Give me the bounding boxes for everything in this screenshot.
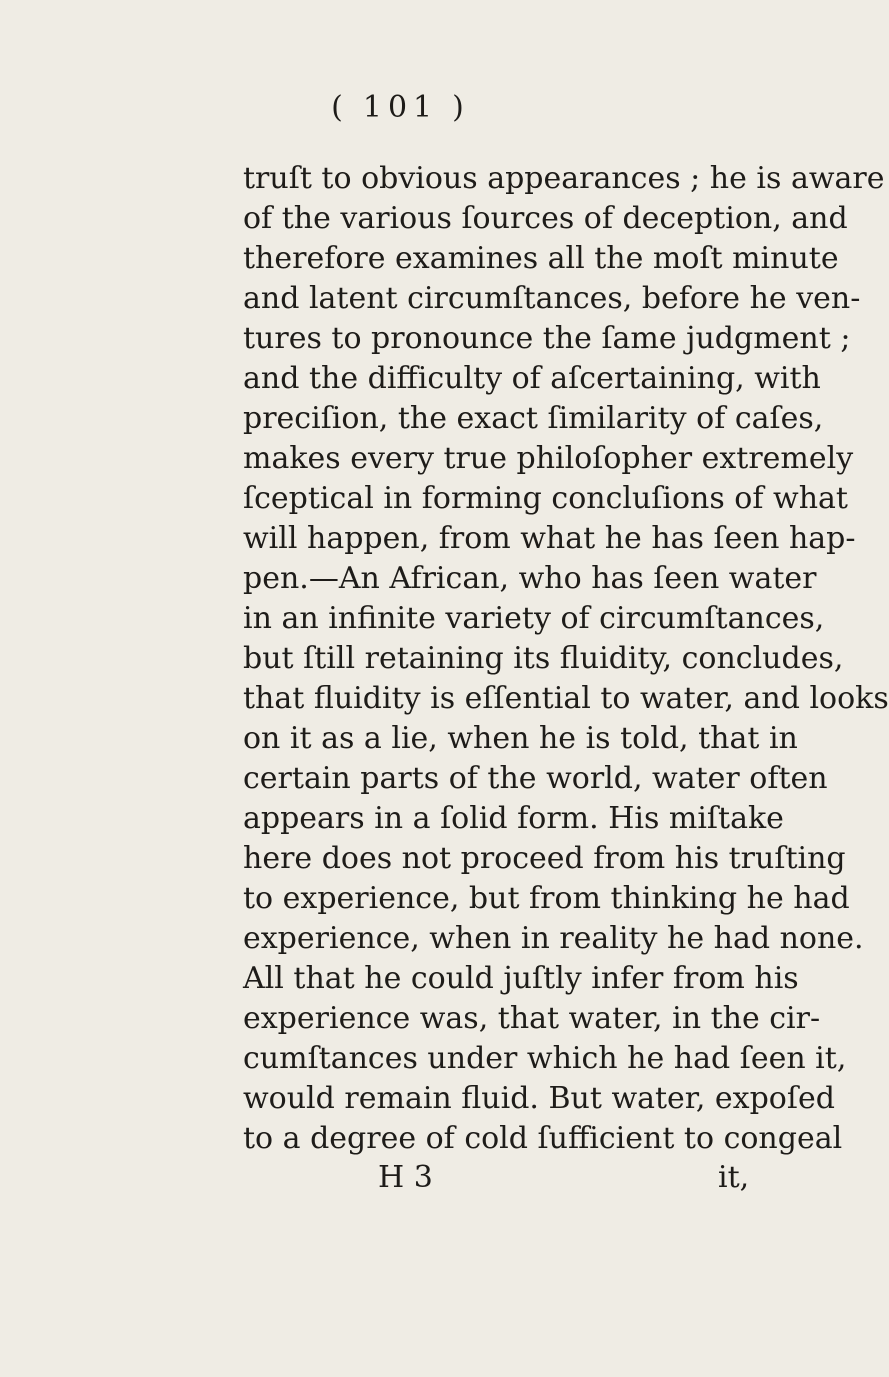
- page-number: 101: [362, 90, 439, 125]
- text-line: that fluidity is eſſential to water, and looks: [243, 681, 889, 716]
- catchword: it,: [718, 1160, 750, 1195]
- text-line: cumſtances under which he had ſeen it,: [243, 1041, 847, 1076]
- text-line: to a degree of cold ſufficient to congeal: [243, 1121, 843, 1156]
- text-line: tures to pronounce the ſame judgment ;: [243, 321, 851, 356]
- text-line: preciſion, the exact ſimilarity of caſes,: [243, 401, 824, 436]
- text-line: ſceptical in forming concluſions of what: [243, 481, 848, 516]
- text-line: in an infinite variety of circumſtances,: [243, 601, 825, 636]
- header-left-paren: (: [331, 90, 349, 125]
- header-right-paren: ): [452, 90, 470, 125]
- text-line: certain parts of the world, water often: [243, 761, 828, 796]
- text-line: on it as a lie, when he is told, that in: [243, 721, 798, 756]
- text-line: therefore examines all the moſt minute: [243, 241, 839, 276]
- text-line: here does not proceed from his truſting: [243, 841, 846, 876]
- text-line: would remain fluid. But water, expoſed: [243, 1081, 835, 1116]
- text-line: will happen, from what he has ſeen hap-: [243, 521, 856, 556]
- text-line: makes every true philoſopher extremely: [243, 441, 854, 476]
- text-line: experience was, that water, in the cir-: [243, 1001, 821, 1036]
- text-line: experience, when in reality he had none.: [243, 921, 864, 956]
- text-line: to experience, but from thinking he had: [243, 881, 850, 916]
- text-line: and latent circumſtances, before he ven-: [243, 281, 861, 316]
- page-header: [0, 88, 801, 128]
- text-line: but ſtill retaining its fluidity, concludes,: [243, 641, 844, 676]
- text-line: appears in a ſolid form. His miſtake: [243, 801, 784, 836]
- text-line: of the various ſources of deception, and: [243, 201, 848, 236]
- signature-mark: H 3: [378, 1160, 433, 1195]
- text-line: and the difficulty of aſcertaining, with: [243, 361, 821, 396]
- text-line: pen.—An African, who has ſeen water: [243, 561, 817, 596]
- text-line: All that he could juſtly infer from his: [243, 961, 799, 996]
- text-line: truſt to obvious appearances ; he is aware: [243, 161, 885, 196]
